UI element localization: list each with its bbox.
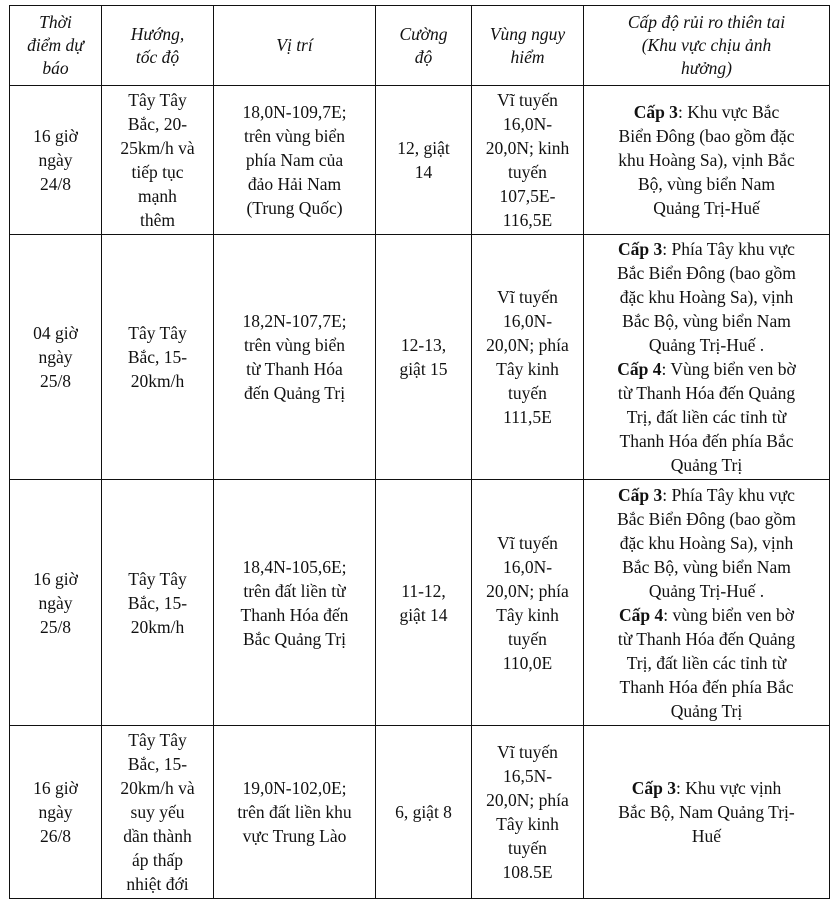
cell-text: ngày (38, 592, 73, 613)
cell-time (10, 726, 102, 899)
risk-text: Trị, đất liền các tỉnh từ (626, 407, 787, 427)
risk-text: Vùng biển ven bờ (670, 359, 796, 379)
cell-text: tuyến (508, 838, 547, 858)
cell-text: Tây Tây (128, 730, 187, 750)
cell-text: 16 giờ (33, 778, 78, 798)
header-risk-level (584, 6, 830, 86)
header-text: Vị trí (276, 35, 313, 55)
risk-text: đặc khu Hoàng Sa), vịnh (619, 532, 794, 553)
risk-line (588, 507, 825, 531)
cell-text: 25km/h và (120, 138, 195, 158)
cell-text: 11-12, (401, 580, 446, 601)
header-text: Cấp độ rủi ro thiên tai (627, 12, 786, 32)
cell-text: Bắc, 20- (127, 114, 188, 134)
cell-text: đảo Hải Nam (247, 174, 342, 194)
risk-line (588, 675, 825, 699)
cell-text: 6, giật 8 (395, 802, 452, 822)
risk-line (588, 357, 825, 381)
risk-line (588, 483, 825, 507)
risk-level-label: Cấp 3 (631, 778, 676, 798)
risk-text: Bắc Biển Đông (bao gồm (617, 263, 796, 283)
table-row (10, 480, 830, 726)
risk-line (588, 261, 825, 285)
cell-text: Vĩ tuyến (497, 742, 558, 762)
cell-risk (584, 480, 830, 726)
cell-text: Bắc, 15- (127, 347, 188, 367)
cell-text: mạnh (138, 186, 177, 206)
risk-text: đặc khu Hoàng Sa), vịnh (619, 287, 794, 307)
cell-text: tiếp tục (131, 162, 184, 182)
risk-line (588, 651, 825, 675)
cell-time (10, 235, 102, 480)
risk-level-label: Cấp 4 (617, 359, 662, 379)
cell-text: (Trung Quốc) (246, 198, 343, 218)
risk-text: Bắc Bộ, vùng biển Nam (622, 311, 791, 331)
cell-text: Thanh Hóa đến (240, 604, 349, 625)
cell-text: 12-13, (400, 335, 447, 355)
risk-text: Phía Tây khu vực (671, 239, 795, 259)
cell-text: Vĩ tuyến (497, 90, 558, 110)
table-row (10, 86, 830, 235)
risk-line (588, 405, 825, 429)
risk-line (588, 100, 825, 124)
cell-text: đến Quảng Trị (243, 383, 346, 403)
risk-level-label: Cấp 3 (618, 239, 663, 259)
cell-text: ngày (38, 150, 73, 170)
cell-intensity (376, 726, 472, 899)
cell-intensity (376, 235, 472, 480)
risk-line (588, 309, 825, 333)
cell-text: 24/8 (39, 174, 72, 194)
risk-text: Phía Tây khu vực (671, 484, 795, 505)
cell-text: giật 14 (399, 604, 448, 625)
risk-text: Quảng Trị-Huế (653, 198, 760, 218)
cell-text: từ Thanh Hóa (246, 359, 343, 379)
risk-text: Quảng Trị-Huế . (648, 580, 765, 601)
risk-text: Bắc Bộ, Nam Quảng Trị- (618, 802, 795, 822)
table-row (10, 235, 830, 480)
risk-separator: : (675, 778, 686, 798)
cell-text: 108.5E (502, 862, 553, 882)
risk-text: Quảng Trị-Huế . (648, 335, 765, 355)
cell-text: Tây kinh (496, 814, 559, 834)
cell-text: Bắc, 15- (127, 592, 188, 613)
cell-text: trên vùng biển (243, 126, 346, 146)
header-text: Hướng, (130, 23, 185, 44)
risk-level-label: Cấp 3 (633, 102, 678, 122)
cell-text: dần thành (123, 826, 192, 846)
table-row (10, 726, 830, 899)
cell-text: 116,5E (502, 210, 553, 230)
risk-line (588, 172, 825, 196)
cell-text: trên đất liền từ (243, 580, 346, 601)
cell-text: 20km/h (130, 616, 185, 637)
cell-text: 20km/h và (120, 778, 195, 798)
risk-text: Bộ, vùng biển Nam (637, 174, 776, 194)
cell-text: 12, giật (397, 138, 450, 158)
risk-text: Trị, đất liền các tỉnh từ (626, 652, 787, 673)
cell-text: suy yếu (130, 802, 185, 822)
cell-danger-zone (472, 235, 584, 480)
cell-danger-zone (472, 86, 584, 235)
risk-text: Quảng Trị (670, 455, 743, 475)
risk-text: Quảng Trị (670, 700, 743, 721)
header-text: Vùng nguy (489, 23, 566, 44)
header-text: Thời (39, 12, 72, 32)
header-position (214, 6, 376, 86)
risk-line (588, 148, 825, 172)
risk-line (588, 800, 825, 824)
cell-text: Tây kinh (496, 604, 559, 625)
header-text: tốc độ (135, 46, 180, 67)
cell-text: áp thấp (131, 850, 184, 870)
cell-text: 16,0N- (502, 556, 553, 577)
cell-text: 20,0N; kinh (485, 138, 570, 158)
risk-line (588, 196, 825, 220)
risk-line (588, 603, 825, 627)
cell-text: Bắc Quảng Trị (242, 628, 347, 649)
risk-line (588, 776, 825, 800)
risk-text: Biển Đông (bao gồm đặc (618, 126, 795, 146)
cell-text: tuyến (508, 628, 547, 649)
header-text: hiểm (510, 46, 545, 67)
cell-text: 20,0N; phía (486, 335, 569, 355)
cell-time (10, 86, 102, 235)
header-text: Cường (399, 23, 448, 44)
cell-text: 19,0N-102,0E; (242, 778, 347, 798)
cell-position (214, 235, 376, 480)
risk-text: Thanh Hóa đến phía Bắc (619, 676, 794, 697)
cell-text: Tây Tây (128, 90, 187, 110)
header-danger-zone (472, 6, 584, 86)
risk-text: khu Hoàng Sa), vịnh Bắc (618, 150, 795, 170)
risk-separator: : (662, 239, 672, 259)
cell-intensity (376, 480, 472, 726)
table-body (10, 86, 830, 899)
cell-risk (584, 235, 830, 480)
cell-direction (102, 726, 214, 899)
header-forecast-time (10, 6, 102, 86)
risk-line (588, 285, 825, 309)
risk-line (588, 579, 825, 603)
cell-position (214, 480, 376, 726)
cell-text: Vĩ tuyến (497, 532, 558, 553)
risk-line (588, 429, 825, 453)
risk-text: Thanh Hóa đến phía Bắc (619, 431, 794, 451)
cell-text: trên vùng biển (243, 335, 346, 355)
cell-direction (102, 480, 214, 726)
cell-text: 107,5E- (499, 186, 556, 206)
risk-text: từ Thanh Hóa đến Quảng (617, 383, 796, 403)
risk-separator: : (677, 102, 688, 122)
cell-direction (102, 86, 214, 235)
risk-text: vùng biển ven bờ (672, 604, 795, 625)
cell-text: 25/8 (39, 371, 72, 391)
risk-line (588, 124, 825, 148)
cell-text: Bắc, 15- (127, 754, 188, 774)
cell-text: trên đất liền khu (237, 802, 352, 822)
risk-line (588, 453, 825, 477)
cell-text: Tây kinh (496, 359, 559, 379)
risk-separator: : (663, 604, 673, 625)
cell-text: 18,4N-105,6E; (242, 556, 347, 577)
cell-time (10, 480, 102, 726)
cell-text: 20,0N; phía (486, 580, 569, 601)
cell-direction (102, 235, 214, 480)
cell-text: 16,0N- (502, 311, 553, 331)
cell-text: phía Nam của (245, 150, 344, 170)
risk-separator: : (662, 484, 672, 505)
cell-text: 16 giờ (33, 126, 78, 146)
cell-text: ngày (38, 802, 73, 822)
cell-text: 25/8 (39, 616, 72, 637)
cell-risk (584, 86, 830, 235)
cell-intensity (376, 86, 472, 235)
cell-text: vực Trung Lào (242, 826, 347, 846)
cell-text: nhiệt đới (126, 874, 189, 894)
risk-line (588, 627, 825, 651)
cell-text: 16,0N- (502, 114, 553, 134)
risk-text: Khu vực vịnh (685, 778, 782, 798)
cell-position (214, 726, 376, 899)
cell-text: thêm (140, 210, 175, 230)
cell-text: 18,2N-107,7E; (242, 311, 347, 331)
cell-text: 20km/h (130, 371, 185, 391)
cell-text: Tây Tây (128, 568, 187, 589)
cell-text: 14 (414, 162, 433, 182)
risk-text: Bắc Bộ, vùng biển Nam (622, 556, 791, 577)
header-row (10, 6, 830, 86)
header-text: điểm dự (27, 35, 84, 55)
risk-line (588, 531, 825, 555)
cell-text: 04 giờ (33, 323, 78, 343)
risk-separator: : (661, 359, 671, 379)
header-text: độ (414, 46, 433, 67)
cell-text: tuyến (508, 383, 547, 403)
cell-text: tuyến (508, 162, 547, 182)
risk-line (588, 555, 825, 579)
risk-text: từ Thanh Hóa đến Quảng (617, 628, 796, 649)
cell-position (214, 86, 376, 235)
risk-line (588, 237, 825, 261)
risk-line (588, 333, 825, 357)
cell-text: Tây Tây (128, 323, 187, 343)
header-text: hưởng) (681, 58, 732, 78)
forecast-table (9, 5, 830, 899)
cell-text: 18,0N-109,7E; (242, 102, 347, 122)
cell-danger-zone (472, 726, 584, 899)
cell-risk (584, 726, 830, 899)
risk-level-label: Cấp 4 (618, 604, 664, 625)
cell-text: Vĩ tuyến (497, 287, 558, 307)
cell-text: 110,0E (502, 652, 553, 673)
cell-text: ngày (38, 347, 73, 367)
cell-danger-zone (472, 480, 584, 726)
risk-text: Bắc Biển Đông (bao gồm (617, 508, 796, 529)
cell-text: 111,5E (503, 407, 552, 427)
cell-text: giật 15 (399, 359, 448, 379)
risk-text: Huế (691, 826, 722, 846)
header-text: (Khu vực chịu ảnh (641, 35, 772, 55)
header-intensity (376, 6, 472, 86)
risk-level-label: Cấp 3 (618, 484, 663, 505)
header-text: báo (42, 58, 69, 78)
cell-text: 16 giờ (33, 568, 78, 589)
risk-line (588, 381, 825, 405)
cell-text: 16,5N- (502, 766, 553, 786)
cell-text: 20,0N; phía (486, 790, 569, 810)
risk-line (588, 699, 825, 723)
risk-text: Khu vực Bắc (687, 102, 780, 122)
risk-line (588, 824, 825, 848)
header-direction-speed (102, 6, 214, 86)
cell-text: 26/8 (39, 826, 72, 846)
